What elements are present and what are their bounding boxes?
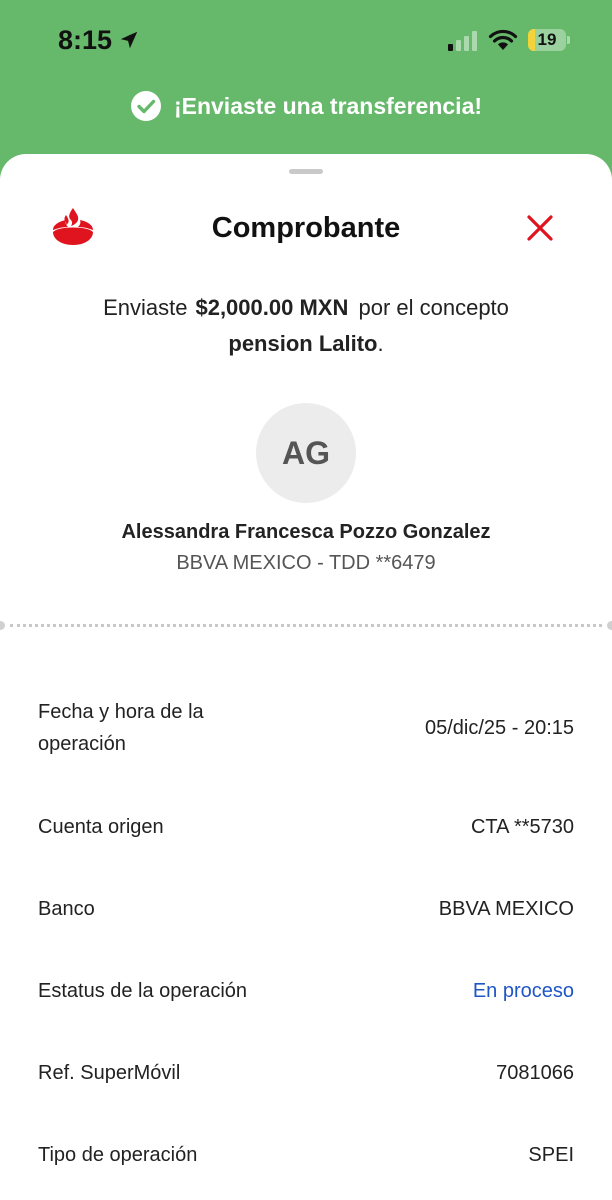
detail-row-tipo [38, 1114, 574, 1196]
dotted-divider [0, 623, 612, 627]
detail-row-referencia [38, 1032, 574, 1114]
summary-suffix: . [377, 331, 384, 356]
location-arrow-icon [118, 29, 140, 51]
success-banner [0, 86, 612, 126]
transfer-concept: pension Lalito [228, 331, 378, 356]
detail-row-fecha [38, 670, 574, 786]
check-circle-icon [130, 90, 162, 122]
divider-notch-left [0, 621, 5, 630]
divider-notch-right [607, 621, 612, 630]
detail-value: SPEI [528, 1143, 574, 1166]
sheet-title: Comprobante [211, 212, 401, 244]
wifi-icon [488, 29, 518, 51]
detail-label: Banco [38, 898, 95, 920]
receipt-sheet [0, 154, 612, 1200]
battery-icon [528, 29, 570, 51]
transfer-amount: $2,000.00 MXN [195, 295, 349, 320]
detail-row-banco [38, 868, 574, 950]
summary-prefix: Enviaste [103, 295, 188, 320]
recipient-bank-account: BBVA MEXICO - TDD **6479 [176, 552, 436, 574]
summary-middle: por el concepto [358, 295, 509, 320]
detail-label: Estatus de la operación [38, 980, 248, 1002]
detail-value: 7081066 [496, 1061, 574, 1084]
cellular-signal-icon [448, 31, 480, 51]
recipient-name: Alessandra Francesca Pozzo Gonzalez [121, 521, 491, 543]
sheet-grabber[interactable] [289, 169, 323, 174]
detail-value: 05/dic/25 - 20:15 [425, 716, 574, 739]
detail-row-cuenta-origen [38, 786, 574, 868]
transfer-summary [40, 290, 572, 362]
detail-value: CTA **5730 [470, 815, 574, 838]
detail-label: Tipo de operación [38, 1144, 198, 1166]
avatar-initials: AG [282, 434, 330, 471]
battery-level: 19 [537, 30, 557, 49]
details-list [38, 670, 574, 1196]
detail-label: Ref. SuperMóvil [38, 1062, 181, 1084]
banner-text: ¡Enviaste una transferencia! [173, 92, 483, 119]
detail-value: BBVA MEXICO [438, 897, 574, 920]
battery-cap [567, 36, 570, 44]
detail-label: Fecha y hora de la operación [38, 701, 204, 755]
avatar [256, 403, 356, 503]
status-value: En proceso [472, 979, 574, 1002]
detail-row-estatus [38, 950, 574, 1032]
divider-line [10, 624, 602, 627]
status-bar [0, 0, 612, 80]
status-time: 8:15 [58, 25, 113, 55]
detail-label: Cuenta origen [38, 816, 164, 838]
close-x-icon[interactable] [524, 212, 556, 244]
battery-body [528, 29, 566, 51]
